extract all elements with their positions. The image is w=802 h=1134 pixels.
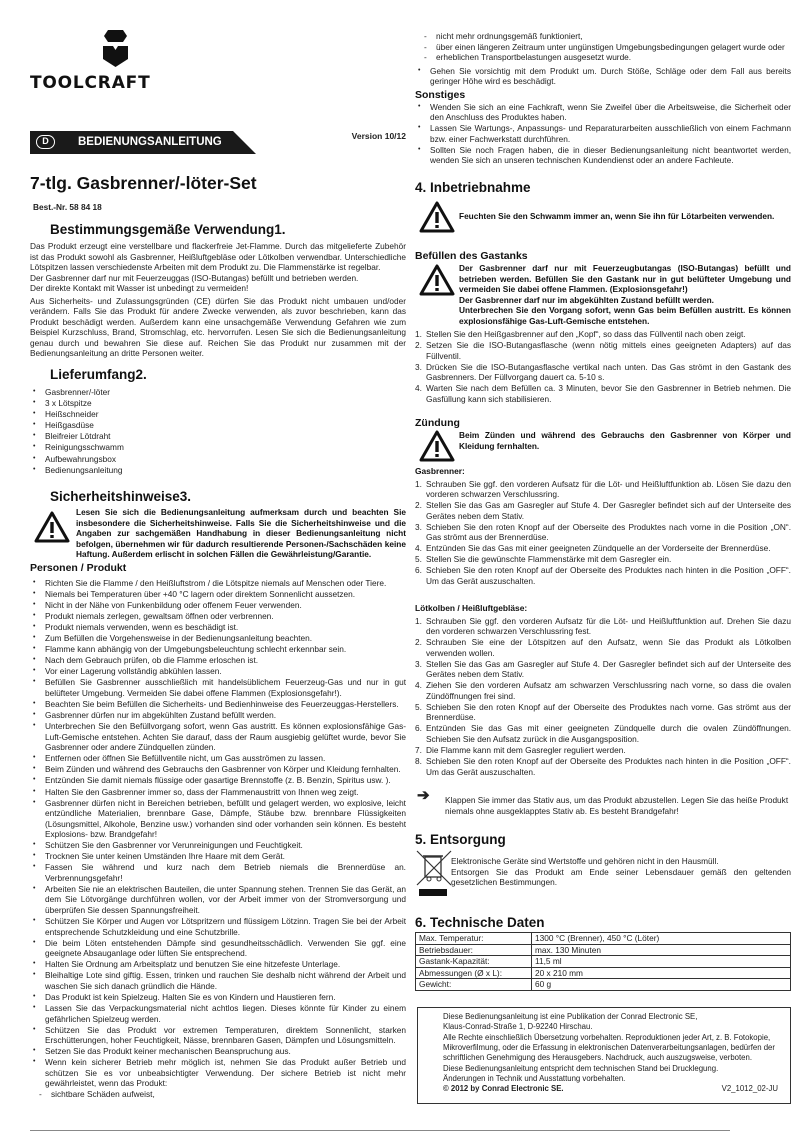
item-text: Stellen Sie die gewünschte Flammenstärke mit dem Gasregler ein. — [426, 554, 672, 565]
item-text: Trocknen Sie unter keinen Umständen Ihre Haare mit dem Gerät. — [45, 851, 285, 862]
safety-item — [30, 862, 406, 883]
spec-label: Gastank-Kapazität: — [416, 956, 532, 968]
item-text: Arbeiten Sie nie an elektrischen Bauteilen, die unter Spannung stehen. Trennen Sie das Gerät, an dem Sie Lötvorgänge durchführen wollen, vor der Arbeit immer von der Stromversorgung und überprüfen Sie dessen Spannungsfreiheit. — [45, 883, 406, 915]
item-text: Entzünden Sie das Gas mit einer geeigneten Zündquelle durch die ovalen Zündöffnungen. Schieben Sie den Aufsatz zurück in die Ausgangsposition. — [426, 723, 791, 744]
item-text: Produkt niemals verwenden, wenn es beschädigt ist. — [45, 621, 239, 632]
step-number: 2. — [415, 500, 422, 511]
safety-item — [30, 611, 406, 622]
disposal-text: Entsorgen Sie das Produkt am Ende seiner Lebensdauer gemäß den geltenden gesetzlichen Bestimmungen. — [451, 866, 791, 887]
item-text: Heißgasdüse — [45, 420, 94, 431]
item-text: Unterbrechen Sie den Befüllvorgang sofort, wenn Gas austritt. Es können explosionsfähige Gas-Luft-Gemische entstehen. Achten Sie darauf, dass der Raum ausgiebig gelüftet wurde, bevor Sie Gasbrenner oder andere Zündquellen zünden. — [45, 721, 406, 753]
delivery-item — [30, 465, 406, 476]
item-text: Setzen Sie die ISO-Butangasflasche (wenn nötig mittels eines geeigneten Adapters) auf das Füllventil. — [426, 340, 791, 361]
defect-condition-list — [36, 1089, 406, 1100]
item-text: Flamme kann abhängig von der Umgebungsbeleuchtung schlecht erkennbar sein. — [45, 644, 347, 655]
item-text: Bedienungsanleitung — [45, 464, 123, 475]
safety-item — [30, 600, 406, 611]
safety-item — [30, 764, 406, 775]
item-text: Setzen Sie das Produkt keiner mechanischen Beanspruchung aus. — [45, 1046, 291, 1057]
other-item-list — [415, 102, 791, 166]
item-text: Beim Zünden und während des Gebrauchs den Gasbrenner von Körper und Kleidung fernhalten. — [45, 764, 401, 775]
spec-label: Gewicht: — [416, 979, 532, 991]
item-text: erheblichen Transportbelastungen ausgesetzt wurde. — [436, 52, 632, 62]
warning-icon — [419, 264, 455, 296]
stand-note — [415, 787, 791, 816]
safety-item — [30, 753, 406, 764]
manual-banner — [30, 131, 256, 154]
copyright: © 2012 by Conrad Electronic SE. — [443, 1084, 564, 1093]
item-text: Wenn kein sicherer Betrieb mehr möglich ist, nehmen Sie das Produkt außer Betrieb und schützen Sie es vor unbeabsichtigter Verwendung. Der sichere Betrieb ist nicht mehr gewährleistet, wenn das Produkt: — [45, 1057, 406, 1089]
item-text: Warten Sie nach dem Befüllen ca. 3 Minuten, bevor Sie den Gasbrenner in Betrieb nehmen. Die Gasfüllung kann sich stabilisieren. — [426, 383, 791, 404]
item-text: Schrauben Sie ggf. den vorderen Aufsatz für die Löt- und Heißluftfunktion ab. Lösen Sie dazu den vorderen schwarzen Verschlussring. — [426, 478, 791, 499]
step-number: 4. — [415, 383, 422, 394]
table-row — [416, 956, 791, 968]
other-item — [415, 102, 791, 123]
item-text: Drücken Sie die ISO-Butangasflasche vertikal nach unten. Das Gas strömt in den Gastank des Gasbrenners. Der Füllvorgang dauert ca. 5-10 s. — [426, 361, 791, 383]
publisher-footer-box — [417, 1007, 791, 1104]
note-text: Klappen Sie immer das Stativ aus, um das Produkt abzustellen. Legen Sie das heiße Produkt niemals ohne ausgeklapptes Stativ ab. Es besteht Brandgefahr! — [445, 795, 789, 816]
step-number: 6. — [415, 723, 422, 734]
item-text: Entzünden Sie das Gas mit einer geeigneten Zündquelle an der Vorderseite der Brennerdüse. — [426, 543, 771, 554]
gas-burner-step — [415, 554, 791, 565]
subheading-other: Sonstiges — [415, 88, 466, 101]
document-title: 7-tlg. Gasbrenner/-löter-Set — [30, 173, 257, 193]
item-text: Befüllen Sie Gasbrenner ausschließlich mit handelsüblichem Feuerzeug-Gas und nur in gut belüfteter Umgebung. Vermeiden Sie dabei offene Flammen (Explosionsgefahr!). — [45, 677, 406, 698]
step-number: 6. — [415, 565, 422, 576]
subheading-soldering-iron: Lötkolben / Heißluftgebläse: — [415, 603, 528, 613]
soldering-step — [415, 756, 791, 777]
soldering-step — [415, 702, 791, 723]
safety-item — [30, 938, 406, 959]
item-text: Heißschneider — [45, 409, 99, 420]
step-number: 3. — [415, 361, 422, 372]
item-text: Halten Sie den Gasbrenner immer so, dass der Flammenaustritt von Ihnen weg zeigt. — [45, 786, 359, 797]
paragraph: Der direkte Kontakt mit Wasser ist unbedingt zu vermeiden! — [30, 283, 249, 293]
order-number: Best.-Nr. 58 84 18 — [33, 202, 102, 212]
table-row — [416, 933, 791, 945]
delivery-item — [30, 442, 406, 453]
arrow-right-icon: ➔ — [417, 787, 430, 804]
safety-item — [30, 970, 406, 991]
spec-value: max. 130 Minuten — [532, 944, 791, 956]
brand-name: TOOLCRAFT — [30, 73, 151, 93]
spec-label: Max. Temperatur: — [416, 933, 532, 945]
safety-item — [30, 622, 406, 633]
safety-item — [30, 655, 406, 666]
soldering-step — [415, 723, 791, 744]
safety-item — [30, 589, 406, 600]
page-bottom-rule — [30, 1130, 730, 1131]
warning-icon — [34, 511, 70, 543]
item-text: nicht mehr ordnungsgemäß funktioniert, — [436, 31, 583, 41]
item-text: Schrauben Sie ggf. den vorderen Aufsatz für die Löt- und Heißluftfunktion auf. Drehen Sie dazu den vorderen schwarzen Verschlussring fest. — [426, 615, 791, 636]
step-number: 2. — [415, 637, 422, 648]
item-text: Lassen Sie Wartungs-, Anpassungs- und Reparaturarbeiten ausschließlich von einem Fachmann bzw. einer Fachwerkstatt durchführen. — [430, 123, 791, 144]
gas-burner-step — [415, 500, 791, 521]
section-ignition — [415, 417, 791, 451]
delivery-item — [30, 387, 406, 398]
step-number: 4. — [415, 680, 422, 691]
section-gas-burner — [415, 466, 791, 587]
safety-item-list — [30, 578, 406, 1089]
safety-item — [30, 644, 406, 655]
language-badge: D — [36, 135, 55, 149]
item-text: Richten Sie die Flamme / den Heißluftstrom / die Lötspitze niemals auf Menschen oder Tiere. — [45, 577, 387, 588]
step-number: 1. — [415, 329, 422, 339]
delivery-item — [30, 420, 406, 431]
safety-item — [30, 787, 406, 798]
other-item — [415, 145, 791, 166]
item-text: Schieben Sie den roten Knopf auf der Oberseite des Produktes nach vorne. Gas strömt aus der Brennerdüse. — [426, 701, 791, 723]
filling-warning: Der Gasbrenner darf nur mit Feuerzeugbutangas (ISO-Butangas) befüllt und betrieben werden. Befüllen Sie den Gastank nur in gut belüfteter Umgebung und vermeiden Sie dabei offene Flammen. (Explosionsgefahr!) — [459, 263, 791, 294]
safety-item — [415, 66, 791, 87]
gas-burner-step — [415, 543, 791, 554]
filling-step — [415, 362, 791, 383]
item-text: Bleifreier Lötdraht — [45, 431, 111, 442]
soldering-step — [415, 616, 791, 637]
subheading-ignition: Zündung — [415, 417, 460, 429]
section-intended-use — [30, 222, 406, 359]
technical-data-table — [415, 932, 791, 991]
step-number: 2. — [415, 340, 422, 351]
delivery-item — [30, 454, 406, 465]
item-text: Schieben Sie den roten Knopf auf der Oberseite des Produktes nach hinten in die Position „OFF“. Um das Gerät auszuschalten. — [426, 565, 791, 586]
item-text: Produkt niemals zerlegen, gewaltsam öffnen oder verbrennen. — [45, 610, 274, 621]
ignition-warning: Beim Zünden und während des Gebrauchs den Gasbrenner von Körper und Kleidung fernhalten. — [459, 430, 791, 451]
item-text: Sollten Sie noch Fragen haben, die in dieser Bedienungsanleitung nicht beantwortet werden, wenden Sie sich an unseren technischen Kundendienst oder an andere Fachleute. — [430, 144, 791, 166]
subheading-persons-product: Personen / Produkt — [30, 561, 127, 574]
section-heading: Lieferumfang2. — [50, 367, 147, 382]
safety-item-list — [415, 66, 791, 87]
spec-label: Betriebsdauer: — [416, 944, 532, 956]
item-text: Ziehen Sie den vorderen Aufsatz am schwarzen Verschlussring nach vorne, so dass die ovalen Zündöffnungen frei sind. — [426, 680, 791, 701]
safety-item — [30, 578, 406, 589]
soldering-step-list — [415, 616, 791, 778]
safety-item — [30, 699, 406, 710]
item-text: Stellen Sie das Gas am Gasregler auf Stufe 4. Der Gasregler befindet sich auf der Unterseite des Gerätes neben dem Stativ. — [426, 658, 791, 680]
item-text: Fassen Sie während und kurz nach dem Betrieb niemals die Brennerdüse an. Verbrennungsgefahr! — [45, 862, 406, 883]
safety-item — [30, 1057, 406, 1089]
item-text: Beachten Sie beim Befüllen die Sicherheits- und Bedienhinweise des Feuerzeuggas-Herstellers. — [45, 698, 399, 709]
safety-item — [30, 710, 406, 721]
soldering-step — [415, 680, 791, 701]
section-startup — [415, 180, 791, 222]
item-text: Aufbewahrungsbox — [45, 453, 117, 464]
spec-value: 20 x 210 mm — [532, 967, 791, 979]
spec-value: 1300 °C (Brenner), 450 °C (Löter) — [532, 933, 791, 945]
footer-line: Diese Bedienungsanleitung ist eine Publikation der Conrad Electronic SE, — [443, 1012, 698, 1021]
delivery-item — [30, 431, 406, 442]
disposal-text: Elektronische Geräte sind Wertstoffe und gehören nicht in den Hausmüll. — [451, 856, 719, 866]
section-heading: 4. Inbetriebnahme — [415, 180, 531, 195]
item-text: Reinigungsschwamm — [45, 442, 124, 453]
item-text: Gasbrenner dürfen nur im abgekühlten Zustand befüllt werden. — [45, 710, 277, 721]
logo-mark-icon — [30, 26, 160, 76]
item-text: Die beim Löten entstehenden Dämpfe sind gesundheitsschädlich. Verwenden Sie ggf. eine geeignete Absauganlage oder lüften Sie entsprechend. — [45, 937, 406, 959]
section-heading: 5. Entsorgung — [415, 832, 506, 847]
toolcraft-logo — [30, 26, 160, 96]
safety-item — [30, 1046, 406, 1057]
soldering-step — [415, 637, 791, 658]
step-number: 1. — [415, 478, 422, 489]
safety-item — [30, 775, 406, 786]
footer-line: Alle Rechte einschließlich Übersetzung vorbehalten. Reproduktionen jeder Art, z. B. Fotokopie, Mikroverfilmung, oder die Erfassung in elektronischen Datenverarbeitungsanlagen, bedürfen der schriftlichen Genehmigung des Herausgebers. Nachdruck, auch auszugsweise, verboten. — [443, 1033, 775, 1062]
item-text: Schützen Sie das Produkt vor extremen Temperaturen, direktem Sonnenlicht, starken Erschütterungen, hoher Feuchtigkeit, Nässe, brennbaren Gasen, Dämpfen und Lösungsmitteln. — [45, 1024, 406, 1046]
item-text: Stellen Sie den Heißgasbrenner auf den „Kopf“, so dass das Füllventil nach oben zeigt. — [426, 329, 746, 339]
section-technical-data — [415, 915, 791, 991]
soldering-step — [415, 659, 791, 680]
item-text: Lassen Sie das Verpackungsmaterial nicht achtlos liegen. Dieses könnte für Kinder zu einem gefährlichen Spielzeug werden. — [45, 1003, 406, 1024]
item-text: sichtbare Schäden aufweist, — [51, 1089, 155, 1100]
step-number: 1. — [415, 615, 422, 626]
step-number: 5. — [415, 701, 422, 712]
item-text: Gasbrenner/-löter — [45, 387, 111, 397]
item-text: Bleihaltige Lote sind giftig. Essen, trinken und rauchen Sie deshalb nicht während der Arbeit und waschen Sie sich danach gründlich die Hände. — [45, 970, 406, 991]
section-disposal — [415, 832, 791, 888]
safety-item — [30, 992, 406, 1003]
item-text: Nicht in der Nähe von Funkenbildung oder offenem Feuer verwenden. — [45, 599, 302, 610]
filling-step — [415, 340, 791, 361]
step-number: 7. — [415, 745, 422, 756]
section-heading: 6. Technische Daten — [415, 915, 545, 930]
section-heading: Sicherheitshinweise3. — [50, 489, 192, 504]
table-row — [416, 979, 791, 991]
delivery-item-list — [30, 387, 406, 475]
safety-item — [30, 666, 406, 677]
safety-continued — [415, 31, 791, 166]
step-number: 5. — [415, 554, 422, 565]
safety-item — [30, 798, 406, 840]
soldering-step — [415, 745, 791, 756]
subheading-filling: Befüllen des Gastanks — [415, 250, 528, 262]
item-text: Gasbrenner dürfen nicht in Bereichen betrieben, befüllt und gelagert werden, wo explosive, leicht entzündliche Materialien, brennbare Gase, Dämpfe, Stäube bzw. brennbare Flüssigkeiten (Lösungsmittel, Alkohole, Benzine usw.) vorhanden sind oder vorhanden sein können. Es besteht Explosions- bzw. Brandgefahr! — [45, 797, 406, 840]
step-number: 4. — [415, 543, 422, 554]
item-text: Gehen Sie vorsichtig mit dem Produkt um. Durch Stöße, Schläge oder dem Fall aus bereits geringer Höhe wird es beschädigt. — [430, 65, 791, 86]
filling-warning: Der Gasbrenner darf nur im abgekühlten Zustand befüllt werden. — [459, 294, 714, 305]
paragraph: Das Produkt erzeugt eine verstellbare und flackerfreie Jet-Flamme. Durch das mitgelieferte Zubehör ist das Produkt sowohl als Gasbrenner, Heißluftgebläse oder Lötkolben verwendbar. Unterschiedliche Lötspitzen lassen verschiedenste Arbeiten mit dem Produkt zu. Die Flammenstärke ist regelbar. — [30, 241, 406, 272]
item-text: Wenden Sie sich an eine Fachkraft, wenn Sie Zweifel über die Arbeitsweise, die Sicherheit oder den Anschluss des Produktes haben. — [430, 101, 791, 122]
paragraph: Der Gasbrenner darf nur mit Feuerzeuggas (ISO-Butangas) befüllt und betrieben werden. — [30, 272, 359, 283]
section-filling — [415, 250, 791, 405]
item-text: 3 x Lötspitze — [45, 398, 92, 409]
safety-item — [30, 1003, 406, 1024]
spec-label: Abmessungen (Ø x L): — [416, 967, 532, 979]
item-text: Entfernen oder öffnen Sie Befüllventile nicht, um Gas ausströmen zu lassen. — [45, 753, 326, 764]
footer-line: Diese Bedienungsanleitung entspricht dem technischen Stand bei Drucklegung. — [443, 1064, 719, 1073]
gas-burner-step — [415, 479, 791, 500]
filling-warning: Unterbrechen Sie den Vorgang sofort, wenn Gas beim Befüllen austritt. Es können explosionsfähige Gas-Luft-Gemische entstehen. — [459, 305, 791, 326]
safety-item — [30, 840, 406, 851]
other-item — [415, 123, 791, 144]
item-text: Niemals bei Temperaturen über +40 °C lagern oder direktem Sonnenlicht aussetzen. — [45, 588, 356, 599]
safety-item — [30, 1025, 406, 1046]
safety-warning-text: Lesen Sie sich die Bedienungsanleitung aufmerksam durch und beachten Sie insbesondere die Sicherheitshinweise. Falls Sie die Sicherheitshinweise und die Angaben zur sachgemäßen Handhabung in dieser Bedienungsanleitung nicht befolgen, übernehmen wir für dadurch resultierende Personen-/Sachschäden keine Haftung. Außerdem erlischt in solchen Fällen die Gewährleistung/Garantie. — [76, 507, 406, 559]
gas-burner-step — [415, 522, 791, 543]
safety-item — [30, 916, 406, 937]
item-text: Zum Befüllen die Vorgehensweise in der Bedienungsanleitung beachten. — [45, 632, 313, 643]
delivery-item — [30, 409, 406, 420]
gas-burner-step — [415, 565, 791, 586]
defect-condition — [36, 1089, 406, 1100]
safety-item — [30, 851, 406, 862]
defect-condition — [421, 31, 791, 42]
defect-condition — [421, 42, 791, 53]
section-safety — [30, 489, 406, 1100]
defect-condition-list — [421, 31, 791, 63]
item-text: Schrauben Sie eine der Lötspitzen auf den Aufsatz, wenn Sie das Produkt als Lötkolben verwenden wollen. — [426, 637, 791, 658]
item-text: Schützen Sie Körper und Augen vor Lötspritzern und flüssigem Lötzinn. Tragen Sie bei der Arbeit entsprechende Schutzkleidung und eine Schutzbrille. — [45, 916, 406, 937]
footer-line: Änderungen in Technik und Ausstattung vorbehalten. — [443, 1074, 626, 1083]
step-number: 3. — [415, 521, 422, 532]
item-text: Nach dem Gebrauch prüfen, ob die Flamme erloschen ist. — [45, 655, 259, 666]
delivery-item — [30, 398, 406, 409]
table-row — [416, 967, 791, 979]
item-text: Schieben Sie den roten Knopf auf der Oberseite des Produktes nach hinten in die Position „OFF“. Um das Gerät auszuschalten. — [426, 756, 791, 777]
warning-icon — [419, 201, 455, 233]
safety-item — [30, 677, 406, 698]
banner-label: BEDIENUNGSANLEITUNG — [78, 136, 222, 148]
subheading-gas-burner: Gasbrenner: — [415, 466, 465, 476]
defect-condition — [421, 52, 791, 63]
item-text: über einen längeren Zeitraum unter ungünstigen Umgebungsbedingungen gelagert wurde oder — [436, 41, 785, 52]
filling-step — [415, 383, 791, 404]
step-number: 3. — [415, 658, 422, 669]
section-soldering-iron — [415, 603, 791, 778]
warning-icon — [419, 430, 455, 462]
section-scope-of-delivery — [30, 367, 406, 476]
item-text: Schützen Sie den Gasbrenner vor Verunreinigungen und Feuchtigkeit. — [45, 840, 303, 851]
item-text: Das Produkt ist kein Spielzeug. Halten Sie es von Kindern und Haustieren fern. — [45, 991, 336, 1002]
spec-value: 11,5 ml — [532, 956, 791, 968]
filling-step-list — [415, 329, 791, 404]
sponge-warning: Feuchten Sie den Schwamm immer an, wenn Sie ihn für Lötarbeiten verwenden. — [459, 211, 775, 221]
item-text: Vor einer Lagerung vollständig abkühlen lassen. — [45, 666, 222, 677]
version-label: Version 10/12 — [351, 131, 406, 141]
table-row — [416, 944, 791, 956]
item-text: Stellen Sie das Gas am Gasregler auf Stufe 4. Der Gasregler befindet sich auf der Unterseite des Gerätes neben dem Stativ. — [426, 500, 791, 521]
step-number: 8. — [415, 756, 422, 767]
gas-burner-step-list — [415, 479, 791, 587]
item-text: Halten Sie Ordnung am Arbeitsplatz und benutzen Sie eine hitzefeste Unterlage. — [45, 959, 341, 970]
safety-item — [30, 884, 406, 916]
spec-value: 60 g — [532, 979, 791, 991]
filling-step — [415, 329, 791, 340]
safety-item — [30, 721, 406, 753]
safety-item — [30, 959, 406, 970]
footer-line: Klaus-Conrad-Straße 1, D-92240 Hirschau. — [443, 1022, 593, 1031]
weee-bin-icon — [415, 849, 453, 897]
item-text: Entzünden Sie damit niemals flüssige oder gasartige Brennstoffe (z. B. Benzin, Spiritus usw. ). — [45, 775, 391, 786]
document-code: V2_1012_02-JU — [721, 1084, 778, 1093]
safety-item — [30, 633, 406, 644]
paragraph: Aus Sicherheits- und Zulassungsgründen (CE) dürfen Sie das Produkt nicht umbauen und/oder verändern. Falls Sie das Produkt für andere Zwecke verwenden, als zuvor beschrieben, kann das Produkt beschädigt werden. Außerdem kann eine unsachgemäße Verwendung Gefahren wie zum Beispiel Kurzschluss, Brand, Stromschlag, etc. hervorrufen. Lesen Sie sich die Bedienungsanleitung genau durch und bewahren Sie diese auf. Reichen Sie das Produkt nur zusammen mit der Bedienungsanleitung an dritte Personen weiter. — [30, 295, 406, 358]
item-text: Schieben Sie den roten Knopf auf der Oberseite des Produktes nach vorne in die Position „ON“. Gas strömt aus der Brennerdüse. — [426, 521, 791, 543]
item-text: Die Flamme kann mit dem Gasregler reguliert werden. — [426, 745, 626, 756]
section-heading: Bestimmungsgemäße Verwendung1. — [50, 222, 286, 237]
